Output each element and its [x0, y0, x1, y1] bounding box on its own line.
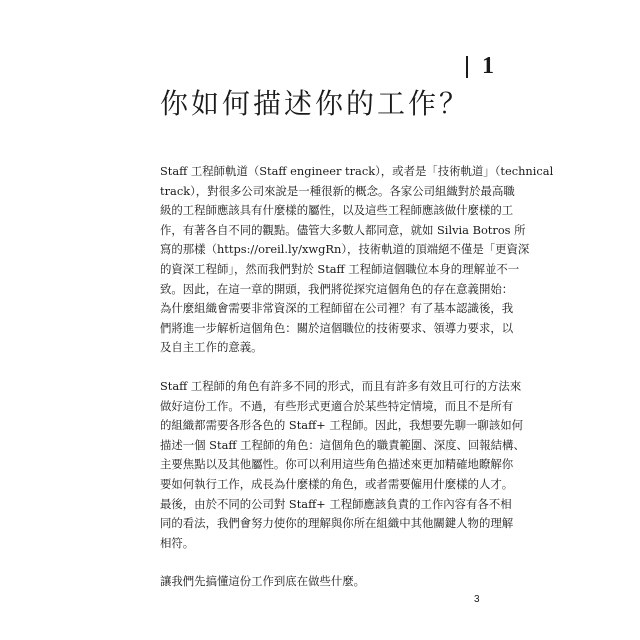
- chapter-number: 1: [482, 53, 494, 79]
- text-line: 做好這份工作。不過，有些形式更適合於某些特定情境，而且不是所有: [160, 398, 514, 413]
- text-line: 致。因此，在這一章的開頭，我們將從探究這個角色的存在意義開始：: [160, 281, 514, 296]
- text-line: 描述一個 Staff 工程師的角色：這個角色的職責範圍、深度、回報結構、: [160, 437, 525, 452]
- text-line: 級的工程師應該具有什麼樣的屬性，以及這些工程師應該做什麼樣的工: [160, 203, 514, 218]
- paragraph: [160, 572, 500, 592]
- text-line: 讓我們先搞懂這份工作到底在做些什麼。: [160, 574, 366, 589]
- text-line: Staff 工程師軌道（Staff engineer track），或者是「技術軌道」（technical: [160, 164, 554, 178]
- text-line: 為什麼組織會需要非常資深的工程師留在公司裡？有了基本認識後，我: [160, 301, 514, 316]
- text-line: 要如何執行工作，成長為什麼樣的角色，或者需要僱用什麼樣的人才。: [160, 476, 514, 491]
- paragraph: [160, 377, 525, 553]
- body-text: [160, 162, 554, 611]
- chapter-title: 你如何描述你的工作？: [160, 87, 471, 120]
- text-line: 作，有著各自不同的觀點。儘管大多數人都同意，就如 Silvia Botros 所: [160, 222, 526, 237]
- text-line: 們將進一步解析這個角色：關於這個職位的技術要求、領導力要求，以: [160, 320, 514, 335]
- text-line: 同的看法，我們會努力使你的理解與你所在組織中其他關鍵人物的理解: [160, 516, 514, 531]
- text-line: 主要焦點以及其他屬性。你可以利用這些角色描述來更加精確地瞭解你: [160, 457, 514, 472]
- text-line: 相符。: [160, 535, 195, 550]
- text-line: 及自主工作的意義。: [160, 340, 263, 355]
- chapter-divider: [466, 56, 468, 78]
- text-line: 最後，由於不同的公司對 Staff+ 工程師應該負責的工作內容有各不相: [160, 496, 512, 511]
- text-line: track），對很多公司來說是一種很新的概念。各家公司組織對於最高職: [160, 183, 515, 198]
- text-line: 寫的那樣（https://oreil.ly/xwgRn），技術軌道的頂端絕不僅是「更資深: [160, 242, 530, 257]
- page-number: 3: [474, 594, 480, 605]
- paragraph: [160, 162, 554, 358]
- text-line: Staff 工程師的角色有許多不同的形式，而且有許多有效且可行的方法來: [160, 378, 522, 393]
- text-line: 的組織都需要各形各色的 Staff+ 工程師。因此，我想要先聊一聊該如何: [160, 418, 523, 433]
- text-line: 的資深工程師」，然而我們對於 Staff 工程師這個職位本身的理解並不一: [160, 261, 520, 276]
